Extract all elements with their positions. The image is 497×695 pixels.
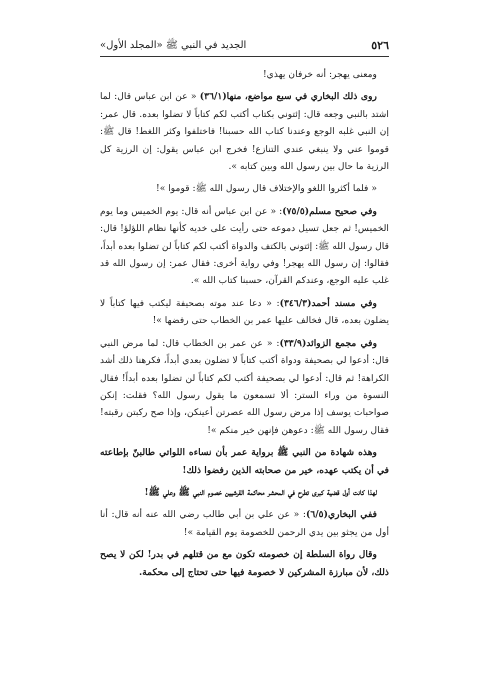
bold-text-run: ففي البخاري(٦/٥) [306,509,377,521]
text-run: : « عن علي بن أبي طالب رضي الله عنه أنه قال: أنا أول من يجثو بين يدي الرحمن للخصومة يوم القيامة »! [100,509,389,538]
paragraph [100,66,389,83]
paragraph [100,203,389,290]
bold-text-run: وفي صحيح مسلم(٧٥/٥) [282,205,377,217]
header-rule [100,56,389,57]
text-run: ومعنى يهجر: أنه خرفان يهذي! [262,69,377,80]
text-run: « عن ابن عباس قال: لما اشتد بالنبي وجعه قال: إئتوني بكتاب أكتب لكم كتاباً لا تضلوا بعده. قال عمر: إن النبي غلبه الوجع وعندنا كتاب الله حسبنا! فاختلفوا وكثر اللغط! قال ﷺ: قوموا عني ولا ينبغي عندي التنازع! فخرج ابن عباس يقول: إن الرزية كل الرزية ما حال بين رسول الله وبين كتابه ». [100,91,389,173]
paragraph [100,506,389,541]
paragraph [100,335,389,439]
paragraph [100,88,389,175]
paragraph [100,444,389,479]
bold-text-run: وهذه شهادة من النبي ﷺ برواية عمر بأن نساءه اللواتي طالبنّ بإطاعته في أن يكتب عهده، خير من صحابته الذين رفضوا ذلك! [100,447,389,476]
bold-text-run: لهذا كانت أول قضية كبرى تطرح في المحشر محاكمة القرشيين خصوم النبي ﷺ وعلي ﷺ! [144,486,377,498]
text-run: : « دعا عند موته بصحيفة ليكتب فيها كتاباً لا يضلون بعده، قال فخالف عليها عمر بن الخطاب حتى رفضها »! [100,297,389,327]
header-title: الجديد في النبي ﷺ «المجلد الأول» [100,40,247,51]
page-number: ٥٢٦ [371,39,389,52]
bold-text-run: وفي مجمع الزوائد(٣٣/٩) [279,337,378,349]
text-run: : « عن ابن عباس أنه قال: يوم الخميس وما يوم الخميس! ثم جعل تسيل دموعه حتى رأيت على خديه كأنها نظام اللؤلؤ! قال: قال رسول الله ﷺ: إئتوني بالكتف والدواة أكتب لكم كتاباً لن تضلوا بعده أبداً، فقالوا: إن رسول الله يهجر! وفي رواية أخرى: فقال عمر: إن رسول الله قد غلب عليه الوجع، وعندكم القرآن، حسبنا كتاب الله ». [100,205,389,287]
paragraph [100,295,389,330]
body-text [100,66,389,586]
paragraph [100,546,389,581]
bold-text-run: وفي مسند أحمد(٣٤٦/٣) [279,297,377,309]
paragraph [100,180,389,197]
text-run: « فلما أكثروا اللغو والإختلاف قال رسول الله ﷺ: قوموا »! [156,183,377,195]
paragraph [100,484,389,501]
bold-text-run: وقال رواة السلطة إن خصومته تكون مع من قتلهم في بدر! لكن لا يصح ذلك، لأن مبارزة المشركين لا خصومة فيها حتى تحتاج إلى محكمة. [100,549,389,578]
bold-text-run: روى ذلك البخاري في سبع مواضع، منها(٣٦/١) [199,91,377,103]
text-run: : « عن عمر بن الخطاب قال: لما مرض النبي قال: أدعوا لي بصحيفة ودواة أكتب كتاباً لا تضلون بعدي أبداً، فكرهنا ذلك أشد الكراهة! ثم قال: أدعوا لي بصحيفة أكتب لكم كتاباً لن تضلوا بعده أبداً! فقال النسوة من وراء الستر: ألا تسمعون ما يقول رسول الله؟ فقلت: إنكن صواحبات يوسف إذا مرض رسول الله عصرتن أعينكن، وإذا صح ركبتن رقبته! فقال رسول الله ﷺ: دعوهن فإنهن خير منكم »! [100,337,389,436]
running-header [100,38,389,54]
